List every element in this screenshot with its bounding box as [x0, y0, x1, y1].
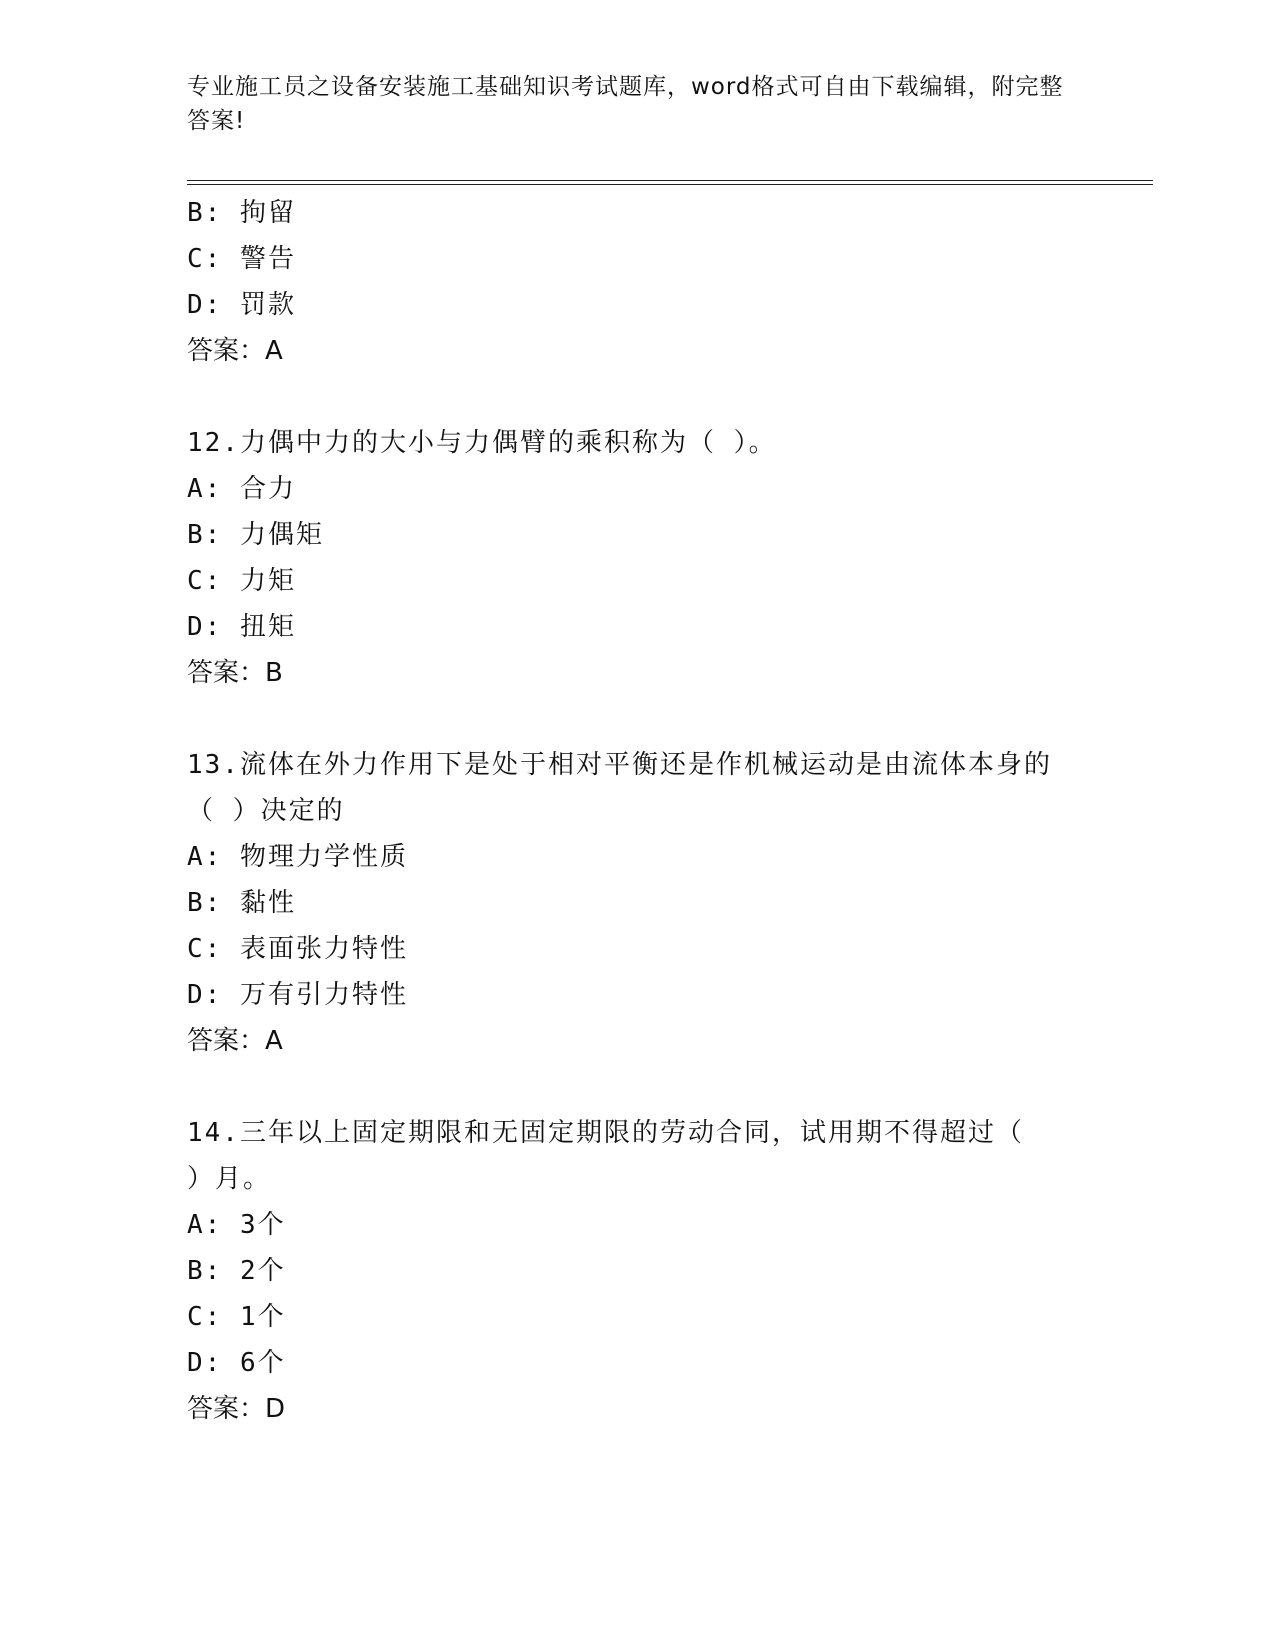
- answer-line: 答案：A: [187, 1026, 283, 1056]
- option-c: C: 1个: [187, 1302, 286, 1332]
- option-a: A: 合力: [187, 474, 296, 504]
- answer-line: 答案：A: [187, 336, 283, 366]
- question-stem-line2: ）月。: [187, 1164, 272, 1194]
- option-c: C: 警告: [187, 244, 296, 274]
- answer-line: 答案：B: [187, 658, 283, 688]
- header-title: 专业施工员之设备安装施工基础知识考试题库，word格式可自由下载编辑，附完整答案!: [187, 74, 1064, 134]
- document-header: [187, 70, 1067, 138]
- option-b: B: 拘留: [187, 198, 296, 228]
- option-b: B: 黏性: [187, 888, 296, 918]
- option-d: D: 6个: [187, 1348, 286, 1378]
- option-c: C: 表面张力特性: [187, 934, 408, 964]
- option-b: B: 2个: [187, 1256, 286, 1286]
- option-b: B: 力偶矩: [187, 520, 324, 550]
- question-stem-line2: （ ）决定的: [187, 796, 345, 826]
- option-a: A: 物理力学性质: [187, 842, 408, 872]
- question-stem-line1: 13.流体在外力作用下是处于相对平衡还是作机械运动是由流体本身的: [187, 750, 1052, 780]
- question-block-13: [187, 742, 1087, 1064]
- option-c: C: 力矩: [187, 566, 296, 596]
- header-divider-bottom: [187, 184, 1153, 185]
- question-block-11: [187, 190, 1087, 374]
- option-d: D: 罚款: [187, 290, 296, 320]
- header-divider-top: [187, 180, 1153, 181]
- option-a: A: 3个: [187, 1210, 286, 1240]
- answer-line: 答案：D: [187, 1394, 286, 1424]
- question-block-12: [187, 420, 1087, 696]
- question-stem: 12.力偶中力的大小与力偶臂的乘积称为（ ）。: [187, 428, 777, 458]
- question-block-14: [187, 1110, 1087, 1432]
- option-d: D: 扭矩: [187, 612, 296, 642]
- question-list: [187, 190, 1087, 1432]
- question-stem-line1: 14.三年以上固定期限和无固定期限的劳动合同，试用期不得超过（: [187, 1118, 1024, 1148]
- option-d: D: 万有引力特性: [187, 980, 408, 1010]
